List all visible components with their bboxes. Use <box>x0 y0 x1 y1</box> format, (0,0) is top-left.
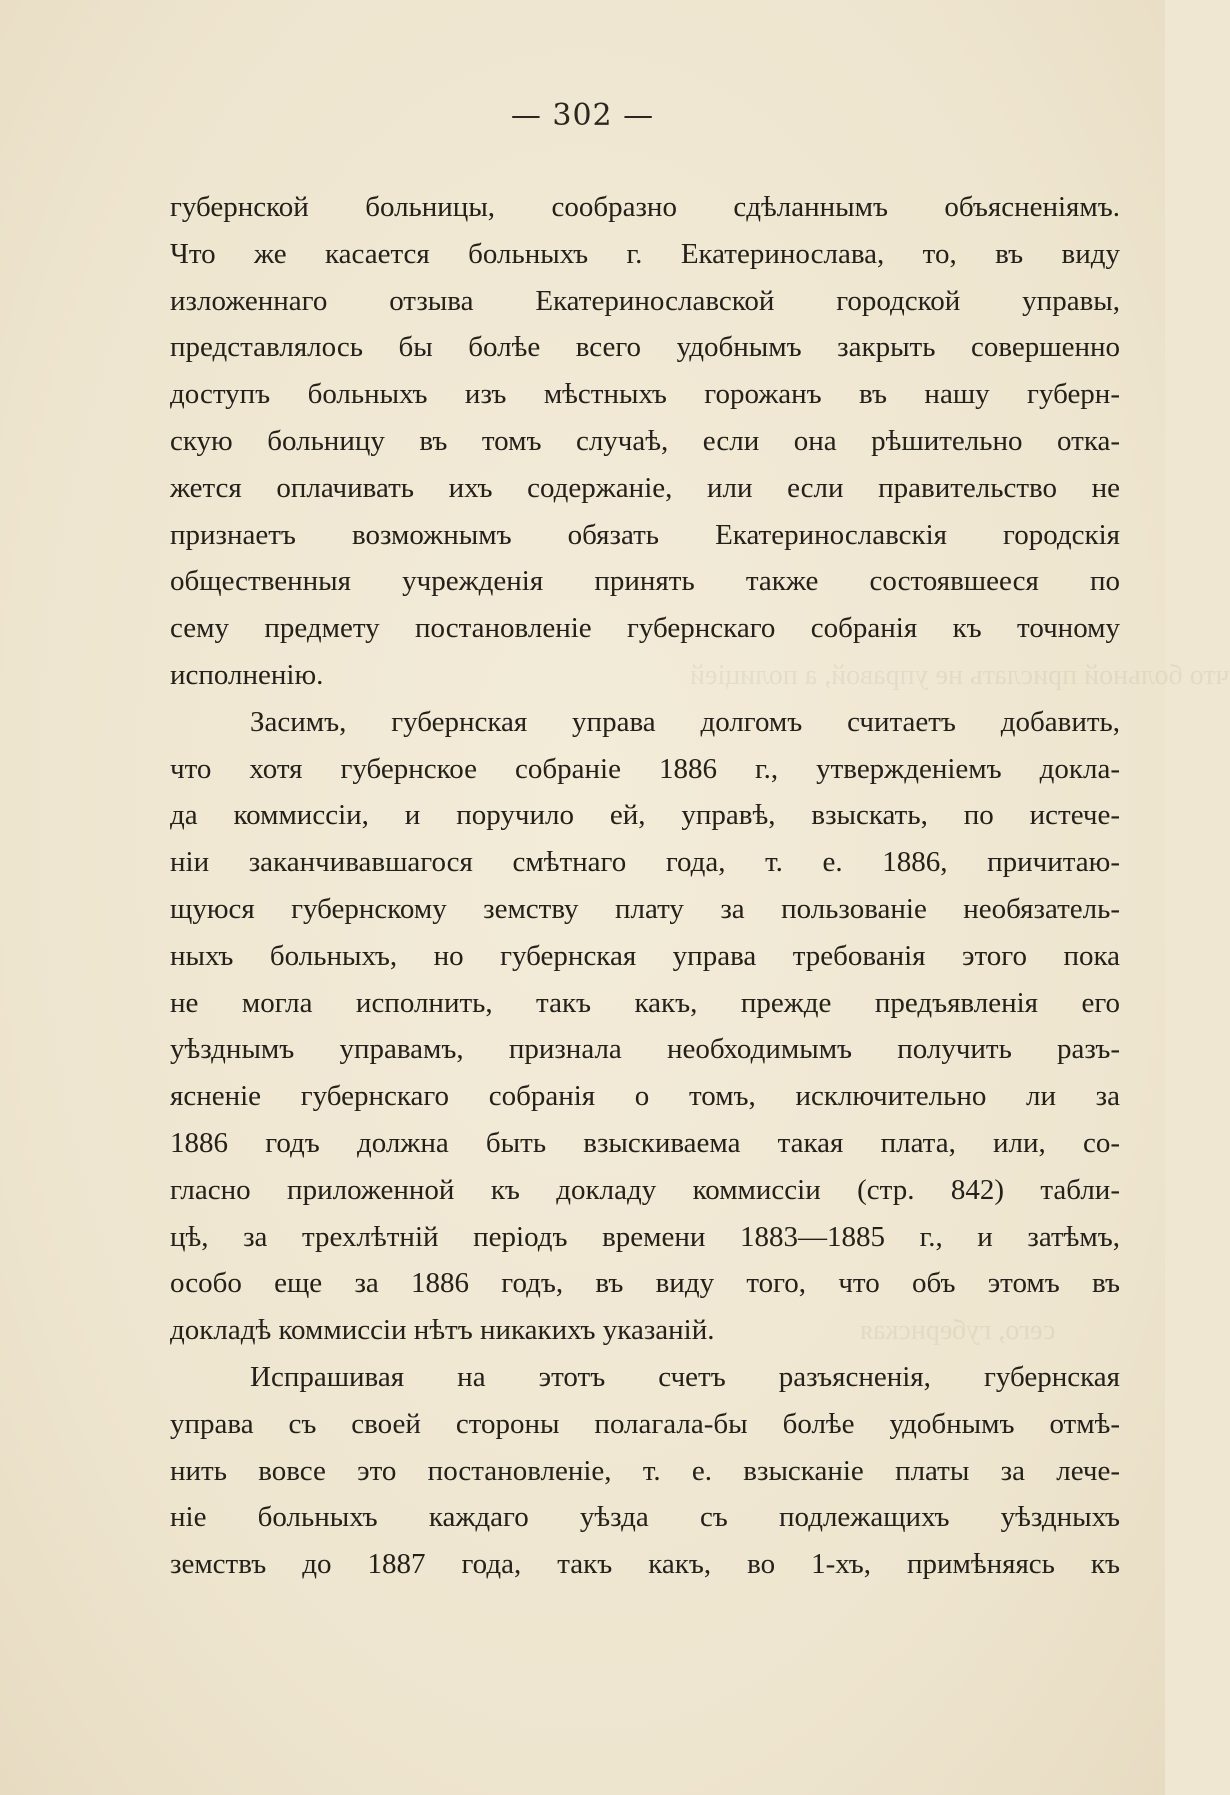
text-line: управа съ своей стороны полагала-бы болѣе удобнымъ отмѣ- <box>170 1407 1120 1440</box>
paragraph-3 <box>170 1354 1120 1588</box>
text-line: цѣ, за трехлѣтній періодъ времени 1883—1885 г., и затѣмъ, <box>170 1220 1120 1253</box>
text-line: ніи заканчивавшагося смѣтнаго года, т. е. 1886, причитаю- <box>170 846 1120 879</box>
text-line: нить вовсе это постановленіе, т. е. взысканіе платы за лече- <box>170 1454 1120 1487</box>
text-line: не могла исполнить, такъ какъ, прежде предъявленія его <box>170 986 1120 1019</box>
paragraph-1 <box>170 184 1120 699</box>
paragraph-2 <box>170 699 1120 1354</box>
text-line: 1886 годъ должна быть взыскиваема такая плата, или, со- <box>170 1126 1120 1159</box>
page-number: — 302 — <box>510 98 655 133</box>
text-line: скую больницу въ томъ случаѣ, если она рѣшительно отка- <box>170 424 1120 457</box>
show-through-text: сего, губернская <box>860 1315 1056 1346</box>
text-line: ніе больныхъ каждаго уѣзда съ подлежащихъ уѣздныхъ <box>170 1501 1120 1534</box>
text-line: общественныя учрежденія принять также состоявшееся по <box>170 565 1120 598</box>
text-line: да коммиссіи, и поручило ей, управѣ, взыскать, по истече- <box>170 799 1120 832</box>
show-through-text: что больной прислать не управой, а полиціей <box>690 660 1230 691</box>
text-line: изложеннаго отзыва Екатеринославской городской управы, <box>170 284 1120 317</box>
text-line: земствъ до 1887 года, такъ какъ, во 1-хъ, примѣняясь къ <box>170 1548 1120 1581</box>
text-line: губернской больницы, сообразно сдѣланнымъ объясненіямъ. <box>170 191 1120 223</box>
text-line: Засимъ, губернская управа долгомъ считаетъ добавить, <box>250 705 1120 738</box>
text-line: ясненіе губернскаго собранія о томъ, исключительно ли за <box>170 1080 1120 1113</box>
text-line: Испрашивая на этотъ счетъ разъясненія, губернская <box>250 1360 1120 1393</box>
text-line: признаетъ возможнымъ обязать Екатеринославскія городскія <box>170 518 1120 551</box>
text-line: представлялось бы болѣе всего удобнымъ закрыть совершенно <box>170 331 1120 364</box>
text-line: жется оплачивать ихъ содержаніе, или если правительство не <box>170 471 1120 504</box>
text-line: сему предмету постановленіе губернскаго собранія къ точному <box>170 612 1120 645</box>
text-line: щуюся губернскому земству плату за пользованіе необязатель- <box>170 892 1120 925</box>
text-line: ныхъ больныхъ, но губернская управа требованія этого пока <box>170 939 1120 972</box>
body-text <box>170 184 1120 1588</box>
text-line: исполненію. <box>170 658 324 691</box>
text-line: особо еще за 1886 годъ, въ виду того, что объ этомъ въ <box>170 1267 1120 1300</box>
text-line: Что же касается больныхъ г. Екатеринослава, то, въ виду <box>170 237 1120 270</box>
text-line: уѣзднымъ управамъ, признала необходимымъ получить разъ- <box>170 1033 1120 1066</box>
text-line: гласно приложенной къ докладу коммиссіи (стр. 842) табли- <box>170 1173 1120 1206</box>
text-line: доступъ больныхъ изъ мѣстныхъ горожанъ въ нашу губерн- <box>170 378 1120 411</box>
text-line: что хотя губернское собраніе 1886 г., утвержденіемъ докла- <box>170 752 1120 785</box>
text-line: докладѣ коммиссіи нѣтъ никакихъ указаній. <box>170 1314 715 1347</box>
